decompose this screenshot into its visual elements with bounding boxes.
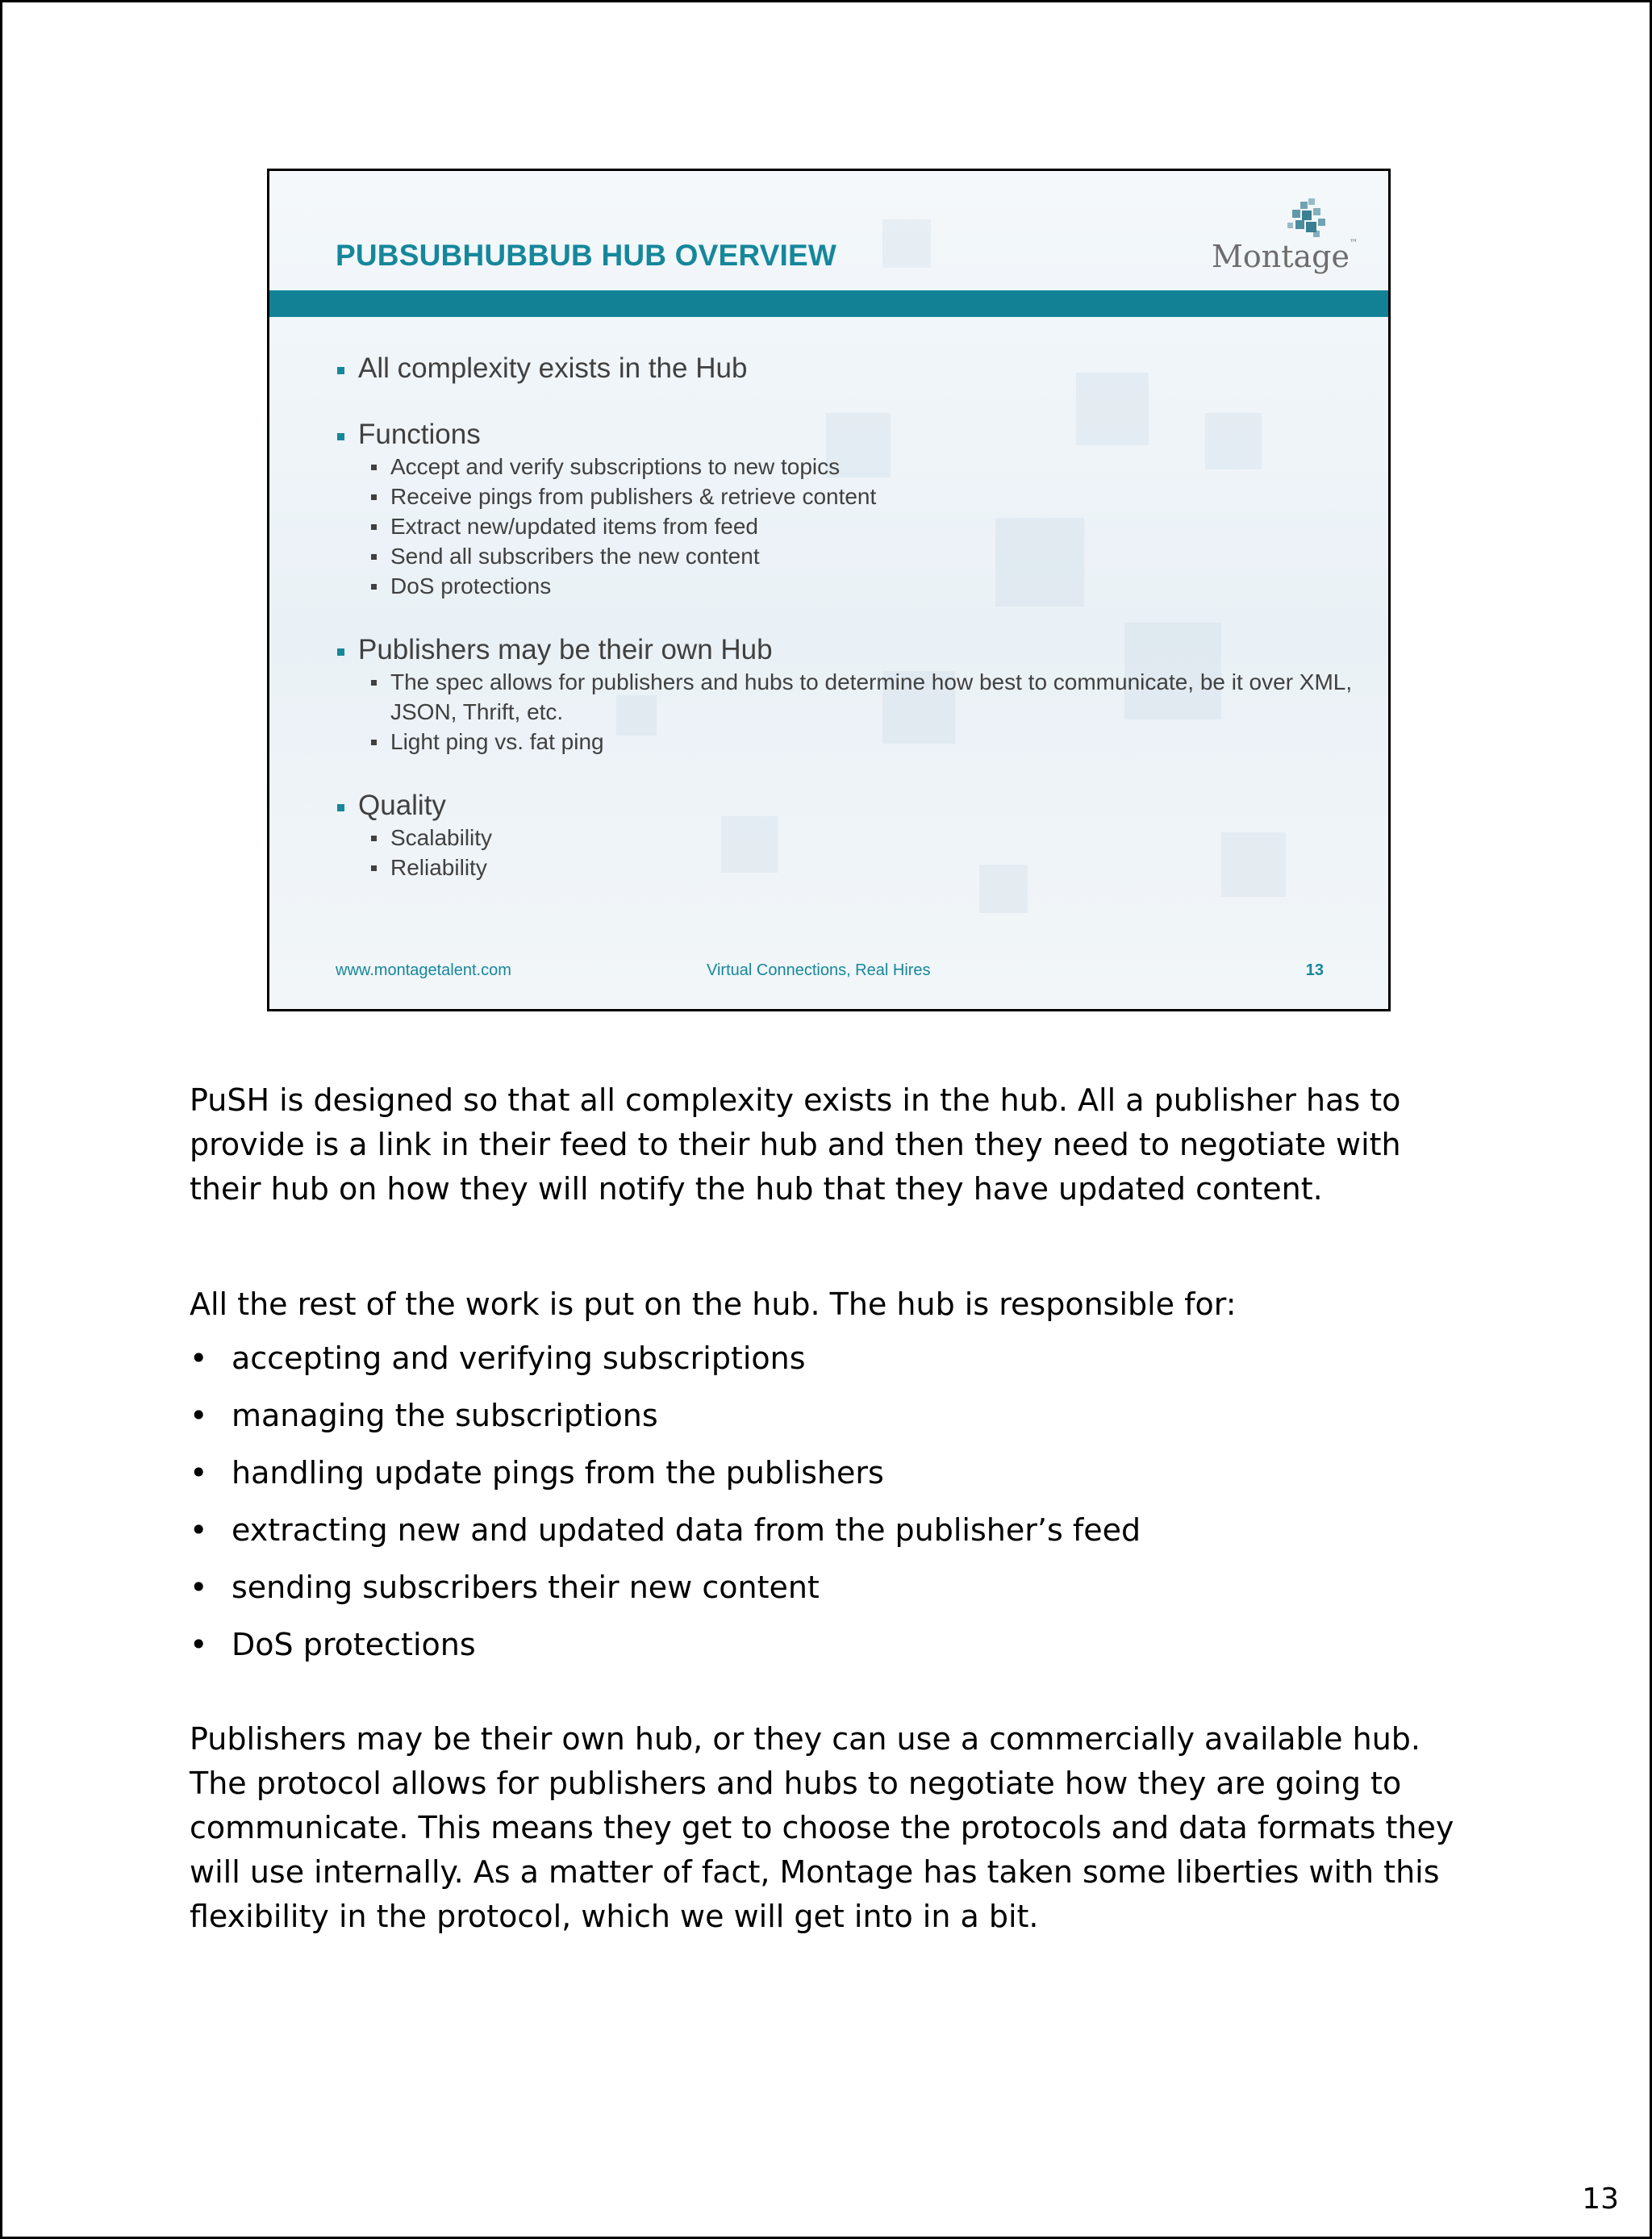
montage-mosaic-icon [1284,198,1333,239]
slide-subbullet: Accept and verify subscriptions to new topics [336,452,1356,482]
slide-subbullet: Light ping vs. fat ping [336,727,1356,757]
slide-bullet: Quality [336,789,1356,823]
slide-bullet: Functions [336,418,1356,452]
slide-subbullet: DoS protections [336,571,1356,601]
logo-wordmark: Montage™ [1212,239,1358,274]
slide-page-number: 13 [1305,961,1324,979]
page-number: 13 [1582,2183,1619,2216]
montage-logo [1189,198,1362,279]
notes-intro: All the rest of the work is put on the hub. The hub is responsible for: [190,1286,1237,1322]
slide-subbullet: Send all subscribers the new content [336,541,1356,571]
list-item: • managing the subscriptions [190,1394,1480,1451]
slide-thumbnail [267,169,1391,1011]
notes-paragraph: PuSH is designed so that all complexity exists in the hub. All a publisher has to provide is a link in their feed to their hub and then they need to negotiate with their hub on how they will notify the hub that they have updated content. [190,1082,1401,1207]
notes-paragraph: Publishers may be their own hub, or they can use a commercially available hub. The protocol allows for publishers and hubs to negotiate how they are going to communicate. This means they get to choose the protocols and data formats they will use internally. As a matter of fact, Montage has taken some liberties with this flexibility in the protocol, which we will get into in a bit. [190,1721,1454,1934]
slide-bullet: All complexity exists in the Hub [336,352,1356,386]
list-item: • extracting new and updated data from the publisher’s feed [190,1508,1480,1566]
slide-subbullet: Receive pings from publishers & retrieve content [336,482,1356,511]
slide-bullet: Publishers may be their own Hub [336,633,1356,667]
title-band [269,290,1388,317]
speaker-notes [190,1078,1480,1939]
list-item: • DoS protections [190,1623,1480,1680]
slide-subbullet: Scalability [336,823,1356,853]
list-item: • handling update pings from the publishers [190,1451,1480,1508]
footer-url: www.montagetalent.com [336,961,511,979]
list-item: • accepting and verifying subscriptions [190,1336,1480,1394]
slide-subbullet: Extract new/updated items from feed [336,511,1356,541]
slide-bullet-list [336,352,1356,882]
slide-title: PUBSUBHUBBUB HUB OVERVIEW [336,239,837,272]
list-item: • sending subscribers their new content [190,1566,1480,1623]
footer-tagline: Virtual Connections, Real Hires [707,961,931,979]
slide-subbullet: The spec allows for publishers and hubs to determine how best to communicate, be it over XML, JSON, Thrift, etc. [336,667,1356,727]
responsibilities-list [190,1336,1480,1680]
slide-subbullet: Reliability [336,853,1356,882]
